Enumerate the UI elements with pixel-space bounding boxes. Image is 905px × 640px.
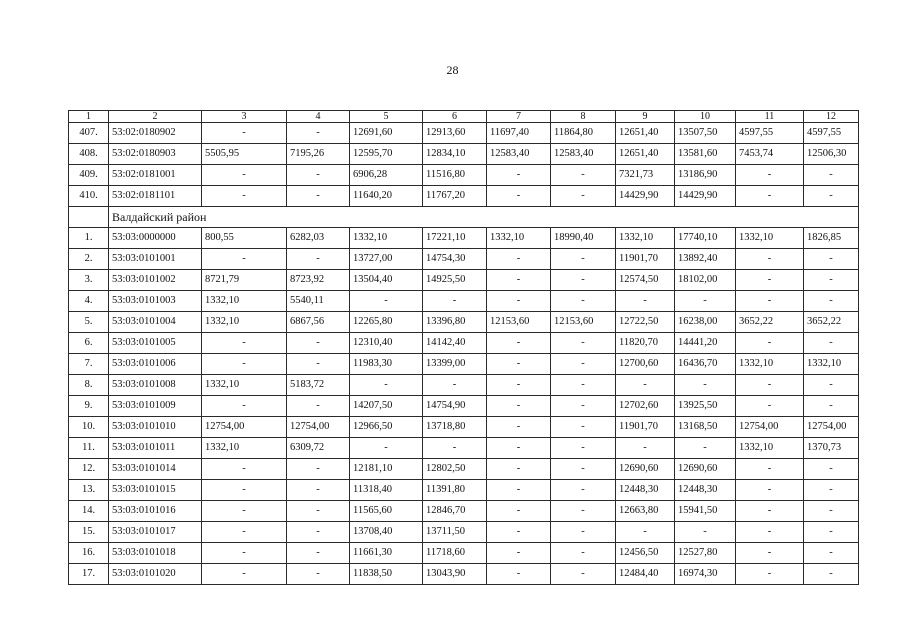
value-cell: -	[202, 123, 287, 144]
value-cell: 12834,10	[423, 144, 487, 165]
row-number-cell: 409.	[69, 165, 109, 186]
column-header: 6	[423, 111, 487, 123]
value-cell: 12702,60	[616, 396, 675, 417]
table-row	[69, 459, 859, 480]
value-cell: -	[202, 354, 287, 375]
value-cell: 7321,73	[616, 165, 675, 186]
table-row	[69, 417, 859, 438]
value-cell: 16238,00	[675, 312, 736, 333]
row-number-cell: 1.	[69, 228, 109, 249]
column-header: 2	[109, 111, 202, 123]
cadastral-code-cell: 53:03:0101014	[109, 459, 202, 480]
value-cell: 14429,90	[616, 186, 675, 207]
value-cell: -	[551, 543, 616, 564]
value-cell: 13504,40	[350, 270, 423, 291]
value-cell: -	[736, 396, 804, 417]
value-cell: -	[804, 501, 859, 522]
value-cell: -	[202, 165, 287, 186]
value-cell: 1332,10	[736, 354, 804, 375]
value-cell: 5505,95	[202, 144, 287, 165]
value-cell: -	[487, 480, 551, 501]
value-cell: 12722,50	[616, 312, 675, 333]
value-cell: 11318,40	[350, 480, 423, 501]
table-row	[69, 123, 859, 144]
cadastral-value-table	[68, 110, 859, 585]
value-cell: 12448,30	[616, 480, 675, 501]
table-row	[69, 501, 859, 522]
column-header: 8	[551, 111, 616, 123]
value-cell: -	[487, 417, 551, 438]
value-cell: 12310,40	[350, 333, 423, 354]
value-cell: -	[487, 186, 551, 207]
value-cell: 1332,10	[202, 312, 287, 333]
value-cell: -	[287, 522, 350, 543]
value-cell: 12691,60	[350, 123, 423, 144]
cadastral-code-cell: 53:03:0101003	[109, 291, 202, 312]
value-cell: 11391,80	[423, 480, 487, 501]
value-cell: -	[736, 375, 804, 396]
value-cell: -	[350, 291, 423, 312]
value-cell: -	[202, 396, 287, 417]
value-cell: -	[804, 375, 859, 396]
value-cell: -	[202, 186, 287, 207]
value-cell: 14754,90	[423, 396, 487, 417]
cadastral-code-cell: 53:03:0101011	[109, 438, 202, 459]
value-cell: -	[551, 375, 616, 396]
value-cell: -	[675, 522, 736, 543]
value-cell: 1332,10	[202, 291, 287, 312]
value-cell: 13711,50	[423, 522, 487, 543]
value-cell: -	[736, 165, 804, 186]
cadastral-code-cell: 53:03:0101001	[109, 249, 202, 270]
value-cell: -	[287, 165, 350, 186]
value-cell: -	[202, 501, 287, 522]
value-cell: 12802,50	[423, 459, 487, 480]
value-cell: -	[804, 522, 859, 543]
cadastral-code-cell: 53:03:0101015	[109, 480, 202, 501]
cadastral-code-cell: 53:02:0181101	[109, 186, 202, 207]
value-cell: 11565,60	[350, 501, 423, 522]
value-cell: -	[804, 270, 859, 291]
value-cell: 11661,30	[350, 543, 423, 564]
section-row-blank-cell	[69, 207, 109, 228]
value-cell: 3652,22	[736, 312, 804, 333]
value-cell: 7195,26	[287, 144, 350, 165]
row-number-cell: 16.	[69, 543, 109, 564]
value-cell: -	[804, 396, 859, 417]
value-cell: -	[551, 501, 616, 522]
value-cell: -	[675, 291, 736, 312]
value-cell: -	[423, 291, 487, 312]
value-cell: 13727,00	[350, 249, 423, 270]
value-cell: 12690,60	[616, 459, 675, 480]
value-cell: 13396,80	[423, 312, 487, 333]
value-cell: -	[736, 186, 804, 207]
column-header: 3	[202, 111, 287, 123]
value-cell: 4597,55	[804, 123, 859, 144]
value-cell: 12181,10	[350, 459, 423, 480]
value-cell: -	[551, 354, 616, 375]
row-number-cell: 6.	[69, 333, 109, 354]
table-row	[69, 564, 859, 585]
cadastral-code-cell: 53:02:0181001	[109, 165, 202, 186]
value-cell: 14429,90	[675, 186, 736, 207]
value-cell: -	[736, 480, 804, 501]
value-cell: -	[736, 543, 804, 564]
value-cell: -	[487, 375, 551, 396]
value-cell: -	[736, 522, 804, 543]
value-cell: -	[487, 396, 551, 417]
row-number-cell: 5.	[69, 312, 109, 333]
value-cell: -	[551, 522, 616, 543]
row-number-cell: 12.	[69, 459, 109, 480]
value-cell: 13581,60	[675, 144, 736, 165]
value-cell: 16436,70	[675, 354, 736, 375]
cadastral-code-cell: 53:03:0101010	[109, 417, 202, 438]
value-cell: -	[551, 333, 616, 354]
table-row	[69, 144, 859, 165]
table-row	[69, 543, 859, 564]
value-cell: -	[350, 438, 423, 459]
value-cell: 12966,50	[350, 417, 423, 438]
table-body	[69, 111, 859, 585]
value-cell: 8721,79	[202, 270, 287, 291]
table-row	[69, 249, 859, 270]
value-cell: -	[423, 438, 487, 459]
value-cell: -	[551, 564, 616, 585]
value-cell: 13925,50	[675, 396, 736, 417]
value-cell: 800,55	[202, 228, 287, 249]
cadastral-code-cell: 53:03:0101016	[109, 501, 202, 522]
value-cell: -	[202, 249, 287, 270]
value-cell: -	[551, 270, 616, 291]
row-number-cell: 8.	[69, 375, 109, 396]
row-number-cell: 7.	[69, 354, 109, 375]
column-header: 9	[616, 111, 675, 123]
value-cell: -	[202, 459, 287, 480]
value-cell: -	[736, 564, 804, 585]
value-cell: 12651,40	[616, 123, 675, 144]
value-cell: 12651,40	[616, 144, 675, 165]
value-cell: 6867,56	[287, 312, 350, 333]
value-cell: -	[487, 291, 551, 312]
cadastral-code-cell: 53:03:0101006	[109, 354, 202, 375]
value-cell: 12754,00	[804, 417, 859, 438]
value-cell: 1332,10	[350, 228, 423, 249]
value-cell: 5183,72	[287, 375, 350, 396]
cadastral-code-cell: 53:03:0000000	[109, 228, 202, 249]
section-title: Валдайский район	[109, 207, 859, 228]
value-cell: -	[551, 480, 616, 501]
value-cell: 1332,10	[804, 354, 859, 375]
value-cell: 18990,40	[551, 228, 616, 249]
value-cell: -	[736, 270, 804, 291]
value-cell: 6309,72	[287, 438, 350, 459]
value-cell: 11901,70	[616, 417, 675, 438]
value-cell: 4597,55	[736, 123, 804, 144]
cadastral-code-cell: 53:03:0101002	[109, 270, 202, 291]
value-cell: 11516,80	[423, 165, 487, 186]
row-number-cell: 408.	[69, 144, 109, 165]
value-cell: -	[487, 270, 551, 291]
value-cell: 11838,50	[350, 564, 423, 585]
value-cell: -	[202, 543, 287, 564]
row-number-cell: 10.	[69, 417, 109, 438]
row-number-cell: 11.	[69, 438, 109, 459]
table-row	[69, 186, 859, 207]
column-header: 11	[736, 111, 804, 123]
value-cell: 7453,74	[736, 144, 804, 165]
value-cell: 12913,60	[423, 123, 487, 144]
value-cell: -	[487, 438, 551, 459]
cadastral-code-cell: 53:03:0101018	[109, 543, 202, 564]
value-cell: 13892,40	[675, 249, 736, 270]
value-cell: 11767,20	[423, 186, 487, 207]
row-number-cell: 17.	[69, 564, 109, 585]
row-number-cell: 3.	[69, 270, 109, 291]
table-row	[69, 438, 859, 459]
value-cell: 12754,00	[202, 417, 287, 438]
value-cell: 12448,30	[675, 480, 736, 501]
value-cell: -	[804, 249, 859, 270]
value-cell: 1332,10	[202, 438, 287, 459]
value-cell: -	[675, 438, 736, 459]
value-cell: 11901,70	[616, 249, 675, 270]
value-cell: -	[287, 564, 350, 585]
value-cell: -	[487, 354, 551, 375]
value-cell: 12456,50	[616, 543, 675, 564]
value-cell: 12583,40	[551, 144, 616, 165]
table-row	[69, 312, 859, 333]
table-header-row	[69, 111, 859, 123]
value-cell: 14142,40	[423, 333, 487, 354]
value-cell: -	[202, 333, 287, 354]
table-row	[69, 354, 859, 375]
value-cell: 18102,00	[675, 270, 736, 291]
value-cell: 1332,10	[202, 375, 287, 396]
value-cell: 12265,80	[350, 312, 423, 333]
value-cell: 12484,40	[616, 564, 675, 585]
value-cell: -	[736, 333, 804, 354]
page-number: 28	[446, 63, 459, 77]
value-cell: -	[551, 396, 616, 417]
value-cell: 13708,40	[350, 522, 423, 543]
value-cell: -	[551, 291, 616, 312]
value-cell: -	[287, 396, 350, 417]
value-cell: -	[487, 501, 551, 522]
value-cell: -	[202, 522, 287, 543]
column-header: 7	[487, 111, 551, 123]
column-header: 1	[69, 111, 109, 123]
value-cell: 12846,70	[423, 501, 487, 522]
table-row	[69, 522, 859, 543]
value-cell: 12583,40	[487, 144, 551, 165]
cadastral-code-cell: 53:03:0101009	[109, 396, 202, 417]
value-cell: 14754,30	[423, 249, 487, 270]
value-cell: 11983,30	[350, 354, 423, 375]
value-cell: 1332,10	[616, 228, 675, 249]
value-cell: 1332,10	[736, 228, 804, 249]
cadastral-code-cell: 53:03:0101008	[109, 375, 202, 396]
value-cell: -	[804, 186, 859, 207]
row-number-cell: 410.	[69, 186, 109, 207]
value-cell: 12595,70	[350, 144, 423, 165]
section-row	[69, 207, 859, 228]
cadastral-code-cell: 53:02:0180902	[109, 123, 202, 144]
cadastral-code-cell: 53:02:0180903	[109, 144, 202, 165]
value-cell: 14925,50	[423, 270, 487, 291]
value-cell: -	[804, 291, 859, 312]
value-cell: 12527,80	[675, 543, 736, 564]
value-cell: -	[487, 522, 551, 543]
value-cell: 3652,22	[804, 312, 859, 333]
value-cell: -	[551, 186, 616, 207]
row-number-cell: 407.	[69, 123, 109, 144]
value-cell: -	[616, 522, 675, 543]
value-cell: -	[551, 459, 616, 480]
table-row	[69, 228, 859, 249]
value-cell: 12574,50	[616, 270, 675, 291]
value-cell: -	[202, 564, 287, 585]
value-cell: 14441,20	[675, 333, 736, 354]
value-cell: 13043,90	[423, 564, 487, 585]
row-number-cell: 15.	[69, 522, 109, 543]
value-cell: 13507,50	[675, 123, 736, 144]
value-cell: -	[675, 375, 736, 396]
value-cell: -	[804, 165, 859, 186]
value-cell: -	[736, 249, 804, 270]
value-cell: 11640,20	[350, 186, 423, 207]
cadastral-code-cell: 53:03:0101020	[109, 564, 202, 585]
value-cell: -	[551, 438, 616, 459]
value-cell: -	[287, 354, 350, 375]
value-cell: -	[804, 333, 859, 354]
value-cell: 16974,30	[675, 564, 736, 585]
value-cell: 15941,50	[675, 501, 736, 522]
value-cell: 12153,60	[487, 312, 551, 333]
cadastral-code-cell: 53:03:0101017	[109, 522, 202, 543]
value-cell: -	[616, 291, 675, 312]
column-header: 5	[350, 111, 423, 123]
value-cell: 1370,73	[804, 438, 859, 459]
value-cell: -	[804, 543, 859, 564]
value-cell: 11864,80	[551, 123, 616, 144]
value-cell: -	[287, 501, 350, 522]
row-number-cell: 14.	[69, 501, 109, 522]
value-cell: -	[287, 249, 350, 270]
value-cell: -	[616, 375, 675, 396]
table-row	[69, 291, 859, 312]
column-header: 10	[675, 111, 736, 123]
row-number-cell: 2.	[69, 249, 109, 270]
row-number-cell: 13.	[69, 480, 109, 501]
value-cell: -	[551, 417, 616, 438]
value-cell: 11697,40	[487, 123, 551, 144]
cadastral-code-cell: 53:03:0101005	[109, 333, 202, 354]
value-cell: 13399,00	[423, 354, 487, 375]
value-cell: 13186,90	[675, 165, 736, 186]
value-cell: -	[202, 480, 287, 501]
value-cell: 6282,03	[287, 228, 350, 249]
value-cell: -	[487, 165, 551, 186]
value-cell: 12754,00	[736, 417, 804, 438]
value-cell: 12663,80	[616, 501, 675, 522]
value-cell: -	[487, 543, 551, 564]
row-number-cell: 9.	[69, 396, 109, 417]
value-cell: 12506,30	[804, 144, 859, 165]
value-cell: -	[287, 186, 350, 207]
table-row	[69, 375, 859, 396]
value-cell: -	[287, 123, 350, 144]
value-cell: -	[551, 165, 616, 186]
column-header: 12	[804, 111, 859, 123]
value-cell: 5540,11	[287, 291, 350, 312]
value-cell: 6906,28	[350, 165, 423, 186]
value-cell: 14207,50	[350, 396, 423, 417]
value-cell: -	[487, 564, 551, 585]
value-cell: 12700,60	[616, 354, 675, 375]
value-cell: 11718,60	[423, 543, 487, 564]
value-cell: 1332,10	[487, 228, 551, 249]
value-cell: -	[287, 459, 350, 480]
value-cell: 17221,10	[423, 228, 487, 249]
cadastral-code-cell: 53:03:0101004	[109, 312, 202, 333]
value-cell: -	[487, 459, 551, 480]
value-cell: -	[287, 543, 350, 564]
value-cell: -	[804, 459, 859, 480]
value-cell: 12690,60	[675, 459, 736, 480]
table-row	[69, 165, 859, 186]
column-header: 4	[287, 111, 350, 123]
value-cell: -	[616, 438, 675, 459]
value-cell: -	[487, 249, 551, 270]
value-cell: -	[287, 333, 350, 354]
value-cell: -	[804, 564, 859, 585]
value-cell: -	[804, 480, 859, 501]
value-cell: -	[736, 291, 804, 312]
table-row	[69, 396, 859, 417]
value-cell: -	[551, 249, 616, 270]
row-number-cell: 4.	[69, 291, 109, 312]
value-cell: 13718,80	[423, 417, 487, 438]
table-row	[69, 270, 859, 291]
value-cell: 17740,10	[675, 228, 736, 249]
table-row	[69, 333, 859, 354]
value-cell: 13168,50	[675, 417, 736, 438]
value-cell: -	[287, 480, 350, 501]
value-cell: 1332,10	[736, 438, 804, 459]
value-cell: 12754,00	[287, 417, 350, 438]
value-cell: 12153,60	[551, 312, 616, 333]
value-cell: 11820,70	[616, 333, 675, 354]
value-cell: 8723,92	[287, 270, 350, 291]
value-cell: -	[736, 501, 804, 522]
value-cell: 1826,85	[804, 228, 859, 249]
value-cell: -	[423, 375, 487, 396]
value-cell: -	[350, 375, 423, 396]
table-row	[69, 480, 859, 501]
value-cell: -	[736, 459, 804, 480]
value-cell: -	[487, 333, 551, 354]
